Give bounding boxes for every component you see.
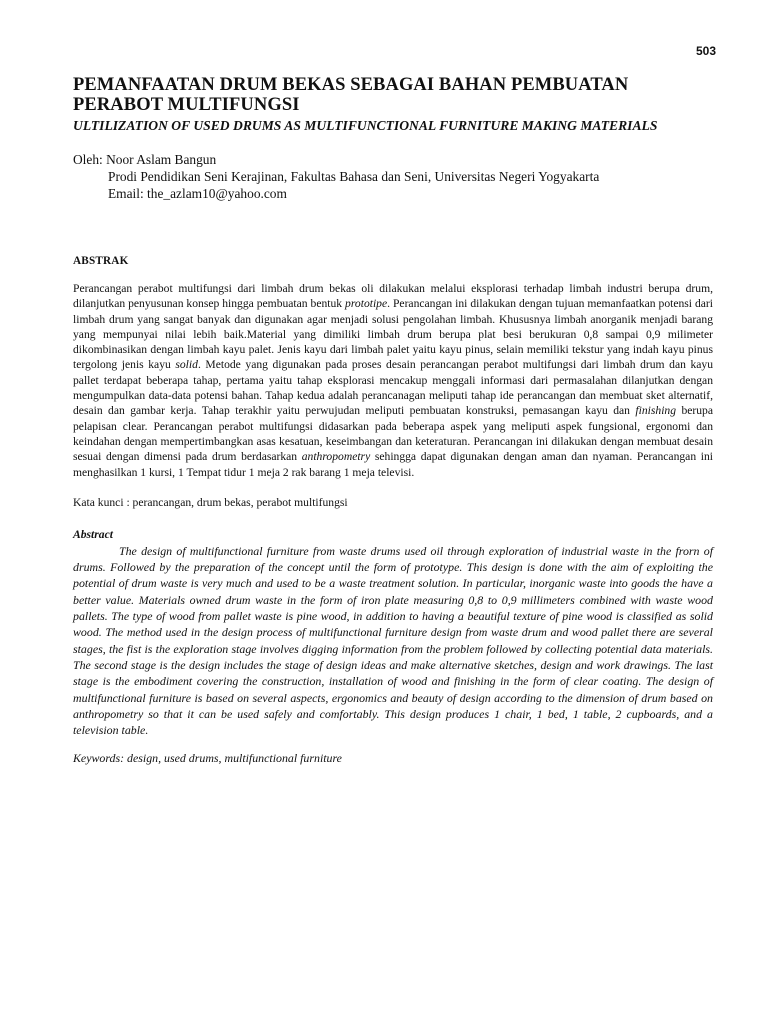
abstrak-term-solid: solid [175,358,198,372]
abstract-paragraph: The design of multifunctional furniture from waste drums used oil through exploration of industrial waste in the frorn of drums. Followed by the preparation of the concept until the form of prototype. This design is done with the aim of exploiting the potential of drum waste is very much and used to be a waste treatment solution. In particular, inorganic waste into goods the have a better value. Materials owned drum waste in the form of iron plate measuring 0,8 to 0,9 millimeters combined with waste wood pallets. The type of wood from pallet waste is pine wood, in addition to having a beautiful texture of pine wood is classified as solid wood. The method used in the design process of multifunctional furniture design from waste drum and wood pallet there are several stages, the fist is the exploration stage involves digging information from the problem followed by collecting potential data materials. The second stage is the design includes the stage of design ideas and make alternative sketches, design and work drawings. The last stage is the embodiment covering the construction, installation of wood and finishing in the form of clear coating. The design of multifunctional furniture is based on several aspects, ergonomics and beauty of design according to the dimension of drum based on anthropometry so that it can be used safely and comfortably. This design produces 1 chair, 1 bed, 1 table, 2 cupboards, and a television table. [73,543,713,738]
abstract-keywords: Keywords: design, used drums, multifunctional furniture [73,751,342,766]
abstrak-keywords: Kata kunci : perancangan, drum bekas, perabot multifungsi [73,495,348,509]
abstrak-term-anthropometry: anthropometry [301,450,371,464]
paper-title: PEMANFAATAN DRUM BEKAS SEBAGAI BAHAN PEMBUATAN PERABOT MULTIFUNGSI [73,75,629,115]
abstrak-text-1: Perancangan perabot multifungsi dari limbah drum bekas oli dilakukan melalui eksplorasi terhadap limbah industri berupa drum, dilanjutkan penyusunan konsep hingga pembuatan bentuk [73,282,713,311]
author-affiliation: Prodi Pendidikan Seni Kerajinan, Fakultas Bahasa dan Seni, Universitas Negeri Yogyakarta [108,169,600,184]
abstrak-term-prototipe: prototipe [345,297,388,311]
author-block [73,151,713,202]
author-email: Email: the_azlam10@yahoo.com [108,186,287,201]
abstrak-text-2: . Perancangan ini dilakukan dengan tujuan memanfaatkan potensi dari limbah drum yang sangat banyak dan digunakan agar menjadi solusi pengolahan limbah. Khususnya limbah anorganik menjadi barang yang mempunyai nilai lebih baik.Material yang dimiliki limbah drum berupa plat besi berukuran 0,8 sampai 0,9 milimeter dikombinasikan dengan limbah kayu palet. Jenis kayu dari limbah palet yaitu kayu pinus, selain memiliki tekstur yang indah kayu pinus tergolong jenis kayu [73,297,713,372]
page-number: 503 [695,44,716,58]
abstrak-text-3: . Metode yang digunakan pada proses desain perancangan perabot multifungsi dari limbah drum dan kayu pallet terdapat beberapa tahap, pertama yaitu tahap eksplorasi mencakup menggali informasi dari permasalahan dilanjutkan dengan mengumpulkan data-data potensi bahan. Tahap kedua adalah perancanagan meliputi tahap ide perancangan dan membuat sket alternatif, desain dan gambar kerja. Tahap terakhir yaitu perwujudan meliputi pembuatan konstruksi, pemasangan kayu dan [73,358,713,418]
abstract-heading: Abstract [73,527,113,541]
abstrak-text-5: sehingga dapat digunakan dengan aman dan nyaman. Perancangan ini menghasilkan 1 kursi, 1 Tempat tidur 1 meja 2 rak barang 1 meja televisi. [73,450,713,479]
abstrak-text-4: berupa pelapisan clear. Perancangan perabot multifungsi didasarkan pada beberapa aspek yang meliputi aspek fungsional, ergonomi dan keindahan dengan mempertimbangkan asas kesatuan, keseimbangan dan keteraturan. Perancangan ini dilakukan dengan membuat desain sesuai dengan dimensi pada drum berdasarkan [73,404,713,464]
paper-subtitle: ULTILIZATION OF USED DRUMS AS MULTIFUNCTIONAL FURNITURE MAKING MATERIALS [73,118,658,133]
abstrak-term-finishing: finishing [635,404,677,418]
paper-content [73,75,713,766]
abstrak-paragraph [73,281,713,480]
author-line: Oleh: Noor Aslam Bangun [73,152,217,167]
abstrak-heading: ABSTRAK [73,255,129,267]
